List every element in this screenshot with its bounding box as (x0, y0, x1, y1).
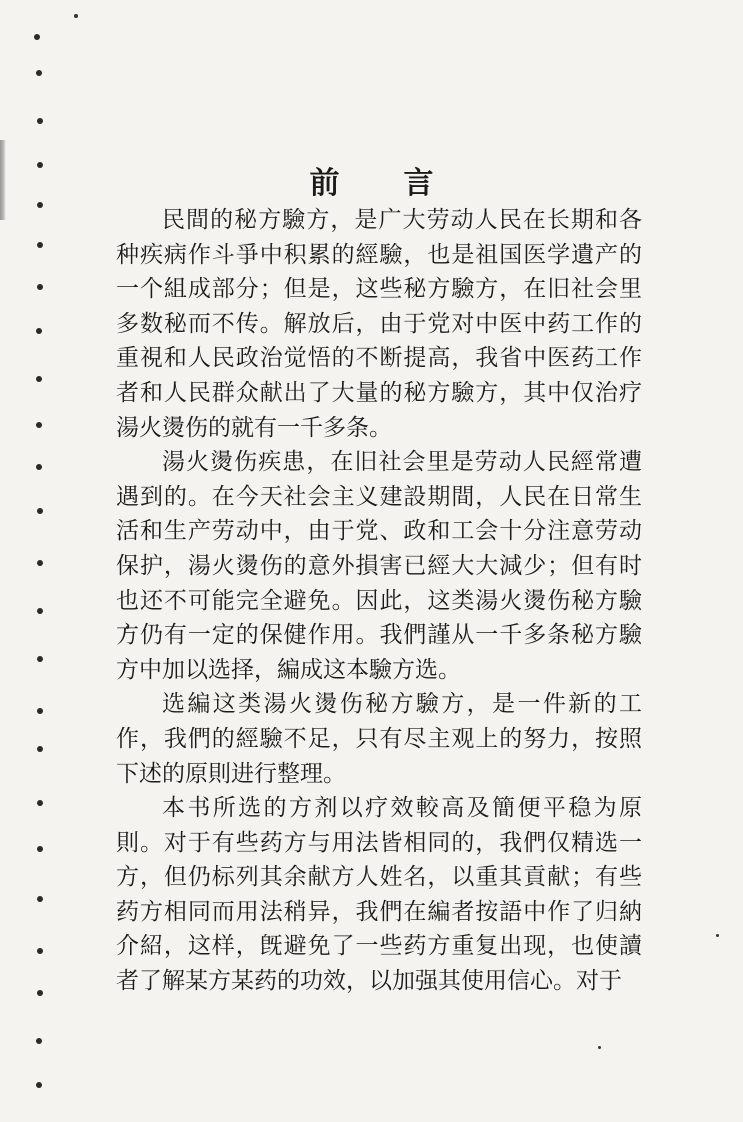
binding-hole (37, 242, 43, 248)
paragraph: 民間的秘方驗方，是广大劳动人民在长期和各种疾病作斗爭中积累的經驗，也是祖国医学遺产的一个組成部分；但是，这些秘方驗方，在旧社会里多数秘而不传。解放后，由于党对中医中药工作的重視和人民政治觉悟的不断提高，我省中医药工作者和人民群众献出了大量的秘方驗方，其中仅治疗湯火燙伤的就有一千多条。 (116, 207, 642, 441)
binding-hole (37, 118, 43, 124)
binding-hole (36, 1038, 42, 1044)
binding-hole (37, 560, 43, 566)
paper-speck (598, 1046, 601, 1049)
paper-speck (716, 934, 719, 937)
page-title-char-2: 言 (403, 166, 434, 201)
binding-hole (37, 846, 43, 852)
binding-hole (37, 202, 43, 208)
binding-hole (37, 948, 43, 954)
binding-hole (36, 1082, 42, 1088)
binding-hole (37, 990, 43, 996)
binding-hole (34, 34, 40, 40)
binding-hole (36, 464, 42, 470)
page-title (0, 158, 743, 202)
binding-hole (36, 422, 42, 428)
binding-hole (37, 608, 43, 614)
paragraph: 本书所选的方剂以疗效較高及簡便平稳为原則。对于有些药方与用法皆相同的，我們仅精选一方，但仍标列其余献方人姓名，以重其貢献；有些药方相同而用法稍异，我們在編者按語中作了归納介紹，这样，旣避免了一些药方重复出现，也使讀者了解某方某药的功效，以加强其使用信心。对于 (116, 795, 642, 995)
binding-hole (37, 746, 43, 752)
binding-hole (37, 800, 43, 806)
binding-hole (37, 284, 43, 290)
paragraph: 选編这类湯火燙伤秘方驗方，是一件新的工作，我們的經驗不足，只有尽主观上的努力，按照下述的原則进行整理。 (116, 691, 642, 787)
binding-hole (37, 708, 43, 714)
paper-speck (74, 14, 78, 18)
paragraph: 湯火燙伤疾患，在旧社会里是劳动人民經常遭遇到的。在今天社会主义建設期間，人民在日常生活和生产劳动中，由于党、政和工会十分注意劳动保护，湯火燙伤的意外損害已經大大減少；但有时也还不可能完全避免。因此，这类湯火燙伤秘方驗方仍有一定的保健作用。我們謹从一千多条秘方驗方中加以选择，編成这本驗方选。 (116, 449, 642, 683)
body-text (116, 203, 642, 999)
page-title-char-1: 前 (309, 166, 340, 201)
binding-hole (37, 508, 43, 514)
binding-hole (37, 656, 43, 662)
binding-hole (36, 328, 42, 334)
binding-hole (36, 70, 42, 76)
binding-hole (37, 896, 43, 902)
binding-hole (36, 376, 42, 382)
